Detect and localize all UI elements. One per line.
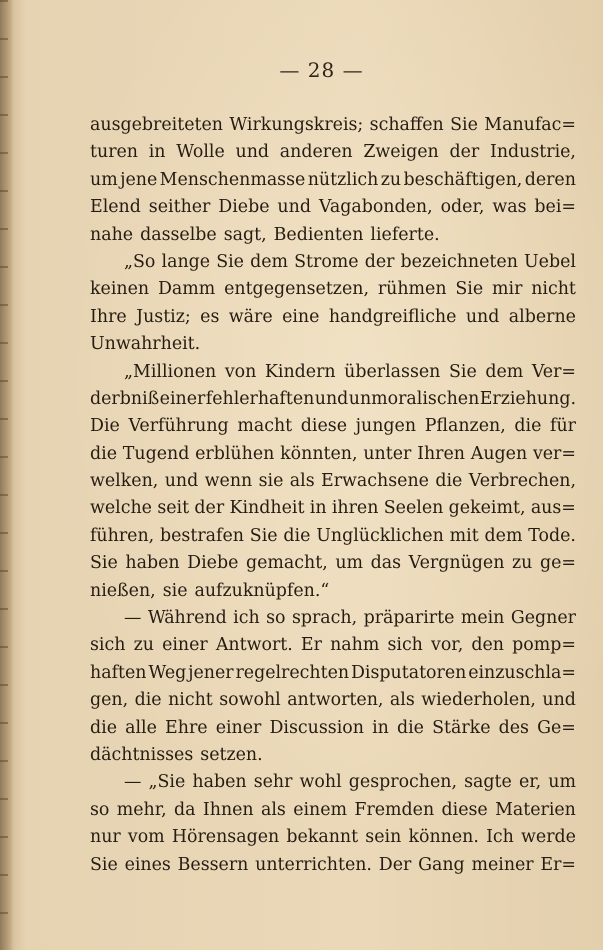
text-line: nur vom Hörensagen bekannt sein können. Ich werde [90,827,576,848]
text-line: Die Verführung macht diese jungen Pflanzen, die für [90,416,576,437]
text-line: so mehr, da Ihnen als einem Fremden diese Materien [90,799,576,820]
text-line: die Tugend erblühen könnten, unter Ihren Augen ver= [90,443,576,464]
text-line: gen, die nicht sowohl antworten, als wiederholen, und [90,690,576,711]
text-line: sich zu einer Antwort. Er nahm sich vor, den pomp= [90,635,576,656]
text-line: „Millionen von Kindern überlassen Sie dem Ver= [124,361,576,382]
text-line: welken, und wenn sie als Erwachsene die Verbrechen, [90,471,576,492]
text-line: die alle Ehre einer Discussion in die Stärke des Ge= [90,717,576,738]
text-line: nießen, sie aufzuknüpfen.“ [90,580,330,601]
text-line: führen, bestrafen Sie die Unglücklichen mit dem Tode. [90,525,576,546]
text-line: — „Sie haben sehr wohl gesprochen, sagte er, um [124,772,576,793]
text-line: ausgebreiteten Wirkungskreis; schaffen Sie Manufac= [90,115,576,135]
text-line: Sie eines Bessern unterrichten. Der Gang meiner Er= [90,854,576,875]
text-line: haften Weg jener regelrechten Disputatoren einzuschla= [90,662,576,683]
text-line: welche seit der Kindheit in ihren Seelen gekeimt, aus= [90,498,576,519]
body-text [90,112,576,879]
text-line: derbniß einer fehlerhaften und unmoralischen Erziehung. [90,388,576,409]
text-line: keinen Damm entgegensetzen, rühmen Sie mir nicht [90,279,576,300]
text-line: Sie haben Diebe gemacht, um das Vergnügen zu ge= [90,553,576,574]
text-line: „So lange Sie dem Strome der bezeichneten Uebel [124,251,576,272]
text-line: nahe dasselbe sagt, Bedienten lieferte. [90,224,440,245]
text-line: Ihre Justiz; es wäre eine handgreifliche und alberne [90,306,576,327]
text-line: um jene Menschenmasse nützlich zu beschäftigen, deren [90,169,576,190]
spine-edge [0,0,8,950]
text-line: turen in Wolle und anderen Zweigen der Industrie, [90,142,576,163]
page-number-header: — 28 — [279,58,364,82]
text-line: Unwahrheit. [90,334,201,355]
text-line: Elend seither Diebe und Vagabonden, oder, was bei= [90,197,576,218]
text-line: — Während ich so sprach, präparirte mein Gegner [124,608,576,629]
text-line: dächtnisses setzen. [90,744,263,765]
